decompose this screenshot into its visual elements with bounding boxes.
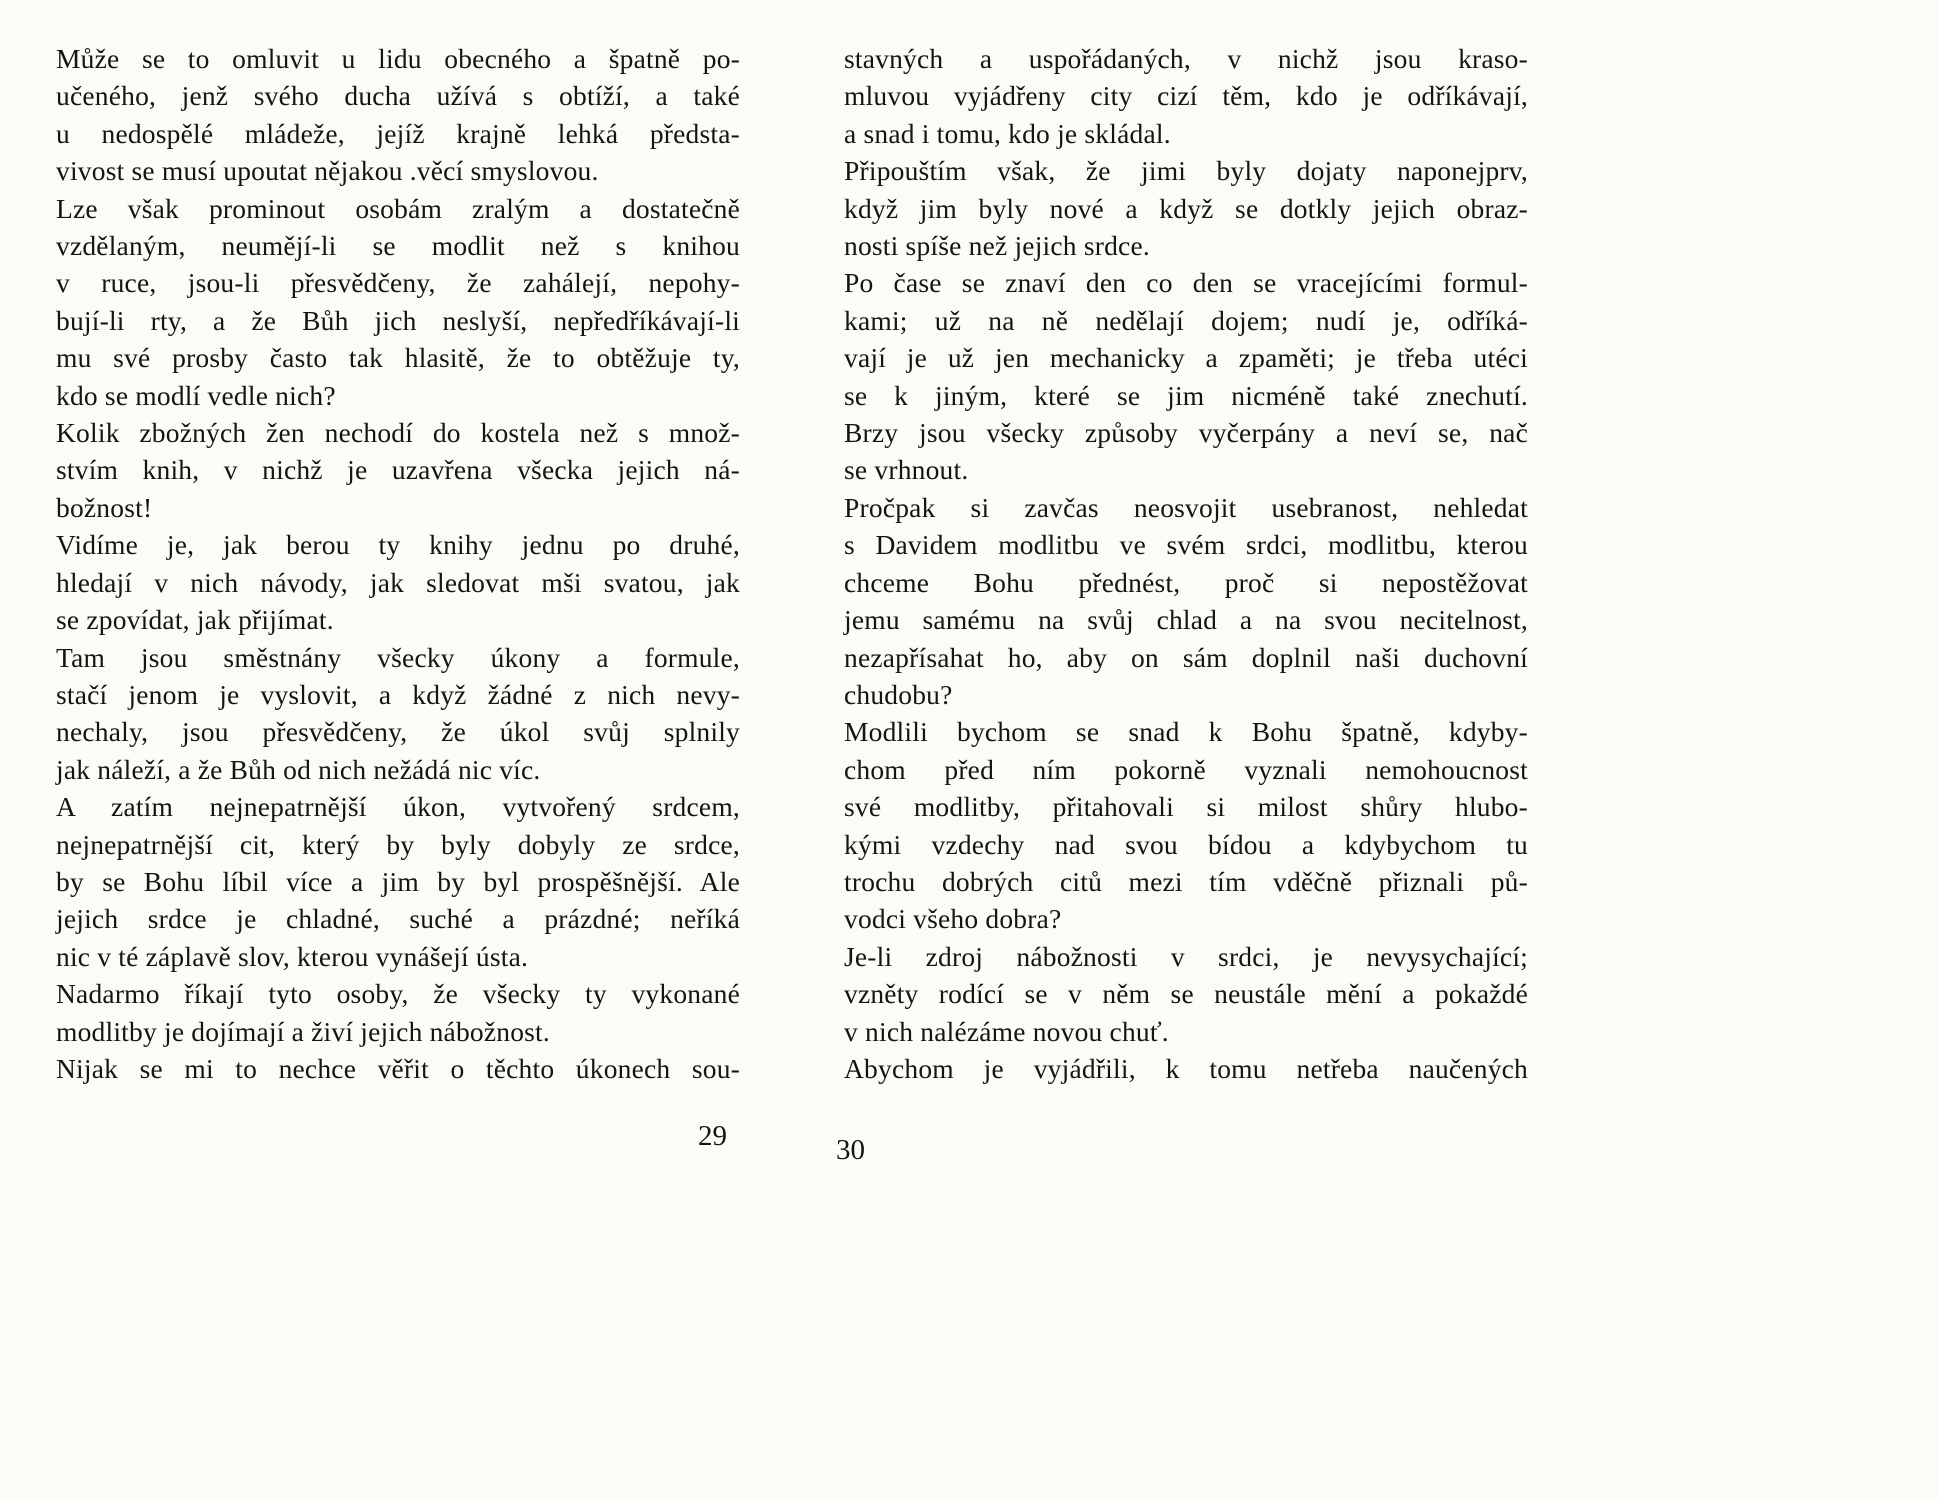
text-line: vzněty rodící se v něm se neustále mění a pokaždé [844, 978, 1528, 1010]
text-line: stvím knih, v nichž je uzavřena všecka jejich ná- [56, 454, 740, 486]
text-line: stavných a uspořádaných, v nichž jsou kraso- [844, 43, 1528, 74]
text-line: nosti spíše než jejich srdce. [844, 230, 1150, 262]
text-line: v nich nalézáme novou chuť. [844, 1015, 1169, 1047]
text-line: Nadarmo říkají tyto osoby, že všecky ty vykonané [56, 978, 740, 1010]
text-line: v ruce, jsou-li přesvědčeny, že zahálejí, nepohy- [56, 267, 740, 299]
text-line: se zpovídat, jak přijímat. [56, 604, 334, 636]
text-line: jejich srdce je chladné, suché a prázdné; neříká [56, 903, 740, 935]
text-line: Po čase se znaví den co den se vracejícími formul- [844, 267, 1528, 299]
text-line: A zatím nejnepatrnější úkon, vytvořený srdcem, [56, 791, 740, 823]
text-line: a snad i tomu, kdo je skládal. [844, 117, 1171, 149]
text-line: s Davidem modlitbu ve svém srdci, modlitbu, kterou [844, 529, 1528, 561]
text-line: Může se to omluvit u lidu obecného a špatně po- [56, 43, 740, 74]
text-line: mluvou vyjádřeny city cizí těm, kdo je odříkávají, [844, 80, 1528, 112]
text-line: učeného, jenž svého ducha užívá s obtíží, a také [56, 80, 740, 112]
text-line: kami; už na ně nedělají dojem; nudí je, odříká- [844, 304, 1528, 336]
text-line: vivost se musí upoutat nějakou .věcí smyslovou. [56, 155, 599, 187]
text-line: nejnepatrnější cit, který by byly dobyly ze srdce, [56, 828, 740, 860]
left-page-text-block [56, 40, 740, 1087]
text-line: vodci všeho dobra? [844, 903, 1062, 935]
text-line: Připouštím však, že jimi byly dojaty naponejprv, [844, 155, 1528, 187]
text-line: kými vzdechy nad svou bídou a kdybychom tu [844, 828, 1528, 860]
text-line: Nijak se mi to nechce věřit o těchto úkonech sou- [56, 1052, 740, 1084]
text-line: by se Bohu líbil více a jim by byl prospěšnější. Ale [56, 865, 740, 897]
text-line: se vrhnout. [844, 454, 969, 486]
text-line: bují-li rty, a že Bůh jich neslyší, nepředříkávají-li [56, 304, 740, 336]
text-line: chom před ním pokorně vyznali nemohoucnost [844, 753, 1528, 785]
text-line: své modlitby, přitahovali si milost shůry hlubo- [844, 791, 1528, 823]
text-line: nic v té záplavě slov, kterou vynášejí ústa. [56, 940, 529, 972]
page-left [56, 40, 740, 1087]
text-line: mu své prosby často tak hlasitě, že to obtěžuje ty, [56, 342, 740, 374]
text-line: Lze však prominout osobám zralým a dostatečně [56, 192, 740, 224]
text-line: vají je už jen mechanicky a zpaměti; je třeba utéci [844, 342, 1528, 374]
text-line: se k jiným, které se jim nicméně také znechutí. [844, 379, 1528, 411]
text-line: Je-li zdroj nábožnosti v srdci, je nevysychající; [844, 940, 1528, 972]
text-line: u nedospělé mládeže, jejíž krajně lehká předsta- [56, 117, 740, 149]
text-line: chceme Bohu přednést, proč si nepostěžovat [844, 566, 1528, 598]
text-line: božnost! [56, 491, 153, 523]
text-line: Kolik zbožných žen nechodí do kostela než s množ- [56, 417, 740, 449]
text-line: stačí jenom je vyslovit, a když žádné z nich nevy- [56, 678, 740, 710]
text-line: Vidíme je, jak berou ty knihy jednu po druhé, [56, 529, 740, 561]
text-line: Brzy jsou všecky způsoby vyčerpány a neví se, nač [844, 417, 1528, 449]
text-line: chudobu? [844, 678, 953, 710]
text-line: vzdělaným, neumějí-li se modlit než s knihou [56, 230, 740, 262]
text-line: jemu samému na svůj chlad a na svou necitelnost, [844, 604, 1528, 636]
text-line: hledají v nich návody, jak sledovat mši svatou, jak [56, 566, 740, 598]
page-number-left: 29 [698, 1120, 727, 1152]
text-line: Modlili bychom se snad k Bohu špatně, kdyby- [844, 716, 1528, 748]
text-line: nezapřísahat ho, aby on sám doplnil naši duchovní [844, 641, 1528, 673]
right-page-text-block [844, 40, 1528, 1087]
text-line: trochu dobrých citů mezi tím vděčně přiznali pů- [844, 865, 1528, 897]
page-right [844, 40, 1528, 1087]
text-line: nechaly, jsou přesvědčeny, že úkol svůj splnily [56, 716, 740, 748]
text-line: jak náleží, a že Bůh od nich nežádá nic víc. [56, 753, 541, 785]
text-line: modlitby je dojímají a živí jejich nábožnost. [56, 1015, 550, 1047]
text-line: když jim byly nové a když se dotkly jejich obraz- [844, 192, 1528, 224]
text-line: kdo se modlí vedle nich? [56, 379, 336, 411]
text-line: Abychom je vyjádřili, k tomu netřeba naučených [844, 1052, 1528, 1084]
text-line: Tam jsou směstnány všecky úkony a formule, [56, 641, 740, 673]
page-number-right: 30 [836, 1134, 865, 1166]
text-line: Pročpak si zavčas neosvojit usebranost, nehledat [844, 491, 1528, 523]
